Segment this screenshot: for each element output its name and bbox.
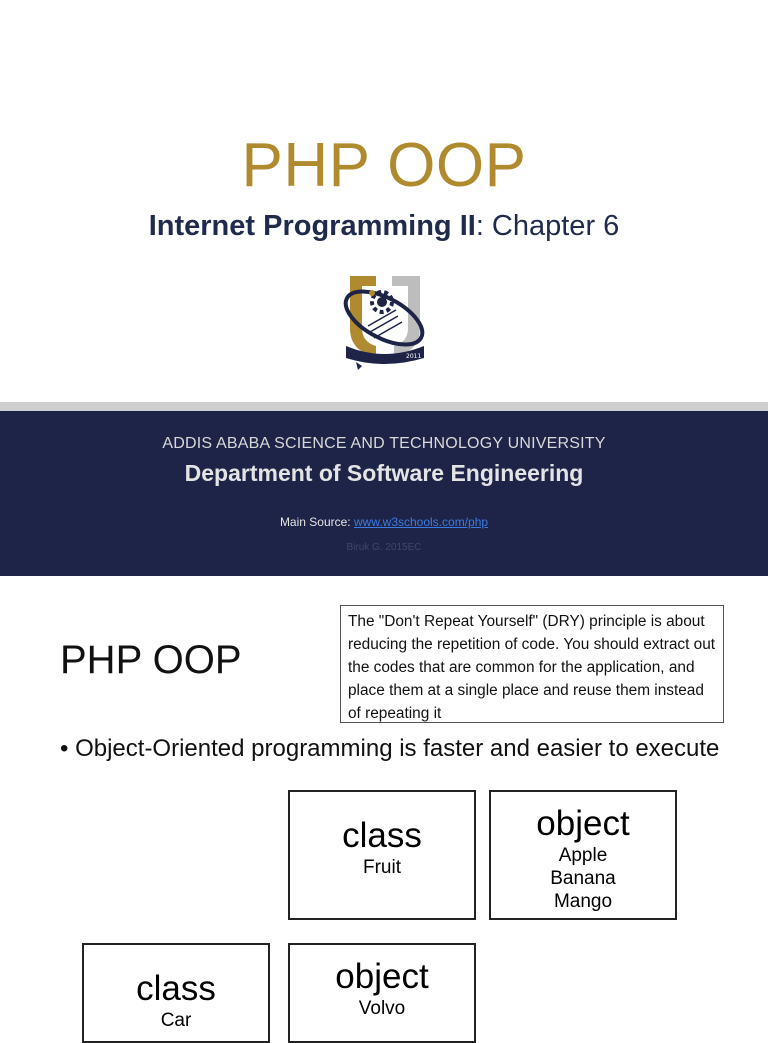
- source-label: Main Source:: [279, 515, 354, 529]
- card-item: Banana: [550, 868, 616, 889]
- university-name: ADDIS ABABA SCIENCE AND TECHNOLOGY UNIVERSITY: [162, 435, 606, 452]
- slide-title: PHP OOP: [241, 131, 527, 200]
- logo-year: 2011: [406, 353, 422, 360]
- author-credit: Biruk G. 2015EC: [346, 542, 422, 553]
- slide-title: PHP OOP: [60, 638, 242, 682]
- divider-band: [0, 402, 768, 411]
- card-item: Mango: [553, 891, 613, 912]
- card-item: Apple: [558, 845, 608, 866]
- course-name: Internet Programming II: [148, 210, 476, 242]
- card-heading: object: [536, 804, 630, 843]
- bullet-text: Object-Oriented programming is faster and easier to execute: [75, 735, 720, 762]
- card-heading: object: [335, 957, 429, 996]
- card-item: Fruit: [363, 857, 401, 878]
- chapter-label: : Chapter 6: [475, 210, 620, 242]
- object-card: [288, 943, 476, 1043]
- card-item: Volvo: [358, 998, 406, 1019]
- card-heading: class: [342, 816, 422, 855]
- slide-subtitle: [0, 210, 768, 243]
- class-card: [288, 790, 476, 920]
- content-slide: [0, 576, 768, 1031]
- card-heading: class: [136, 969, 216, 1008]
- class-card: [82, 943, 270, 1043]
- dry-note-box: The "Don't Repeat Yourself" (DRY) principle is about reducing the repetition of code. You should extract out the codes that are common for the application, and place them at a single place and reuse them instead of repeating it: [340, 605, 724, 723]
- card-item: Car: [160, 1010, 192, 1031]
- main-source: [0, 515, 768, 529]
- object-card: [489, 790, 677, 920]
- bullet-item: • Object-Oriented programming is faster and easier to execute: [60, 735, 720, 762]
- source-link[interactable]: www.w3schools.com/php: [353, 515, 489, 529]
- aastu-logo-icon: [336, 266, 432, 372]
- department-name: Department of Software Engineering: [184, 460, 584, 486]
